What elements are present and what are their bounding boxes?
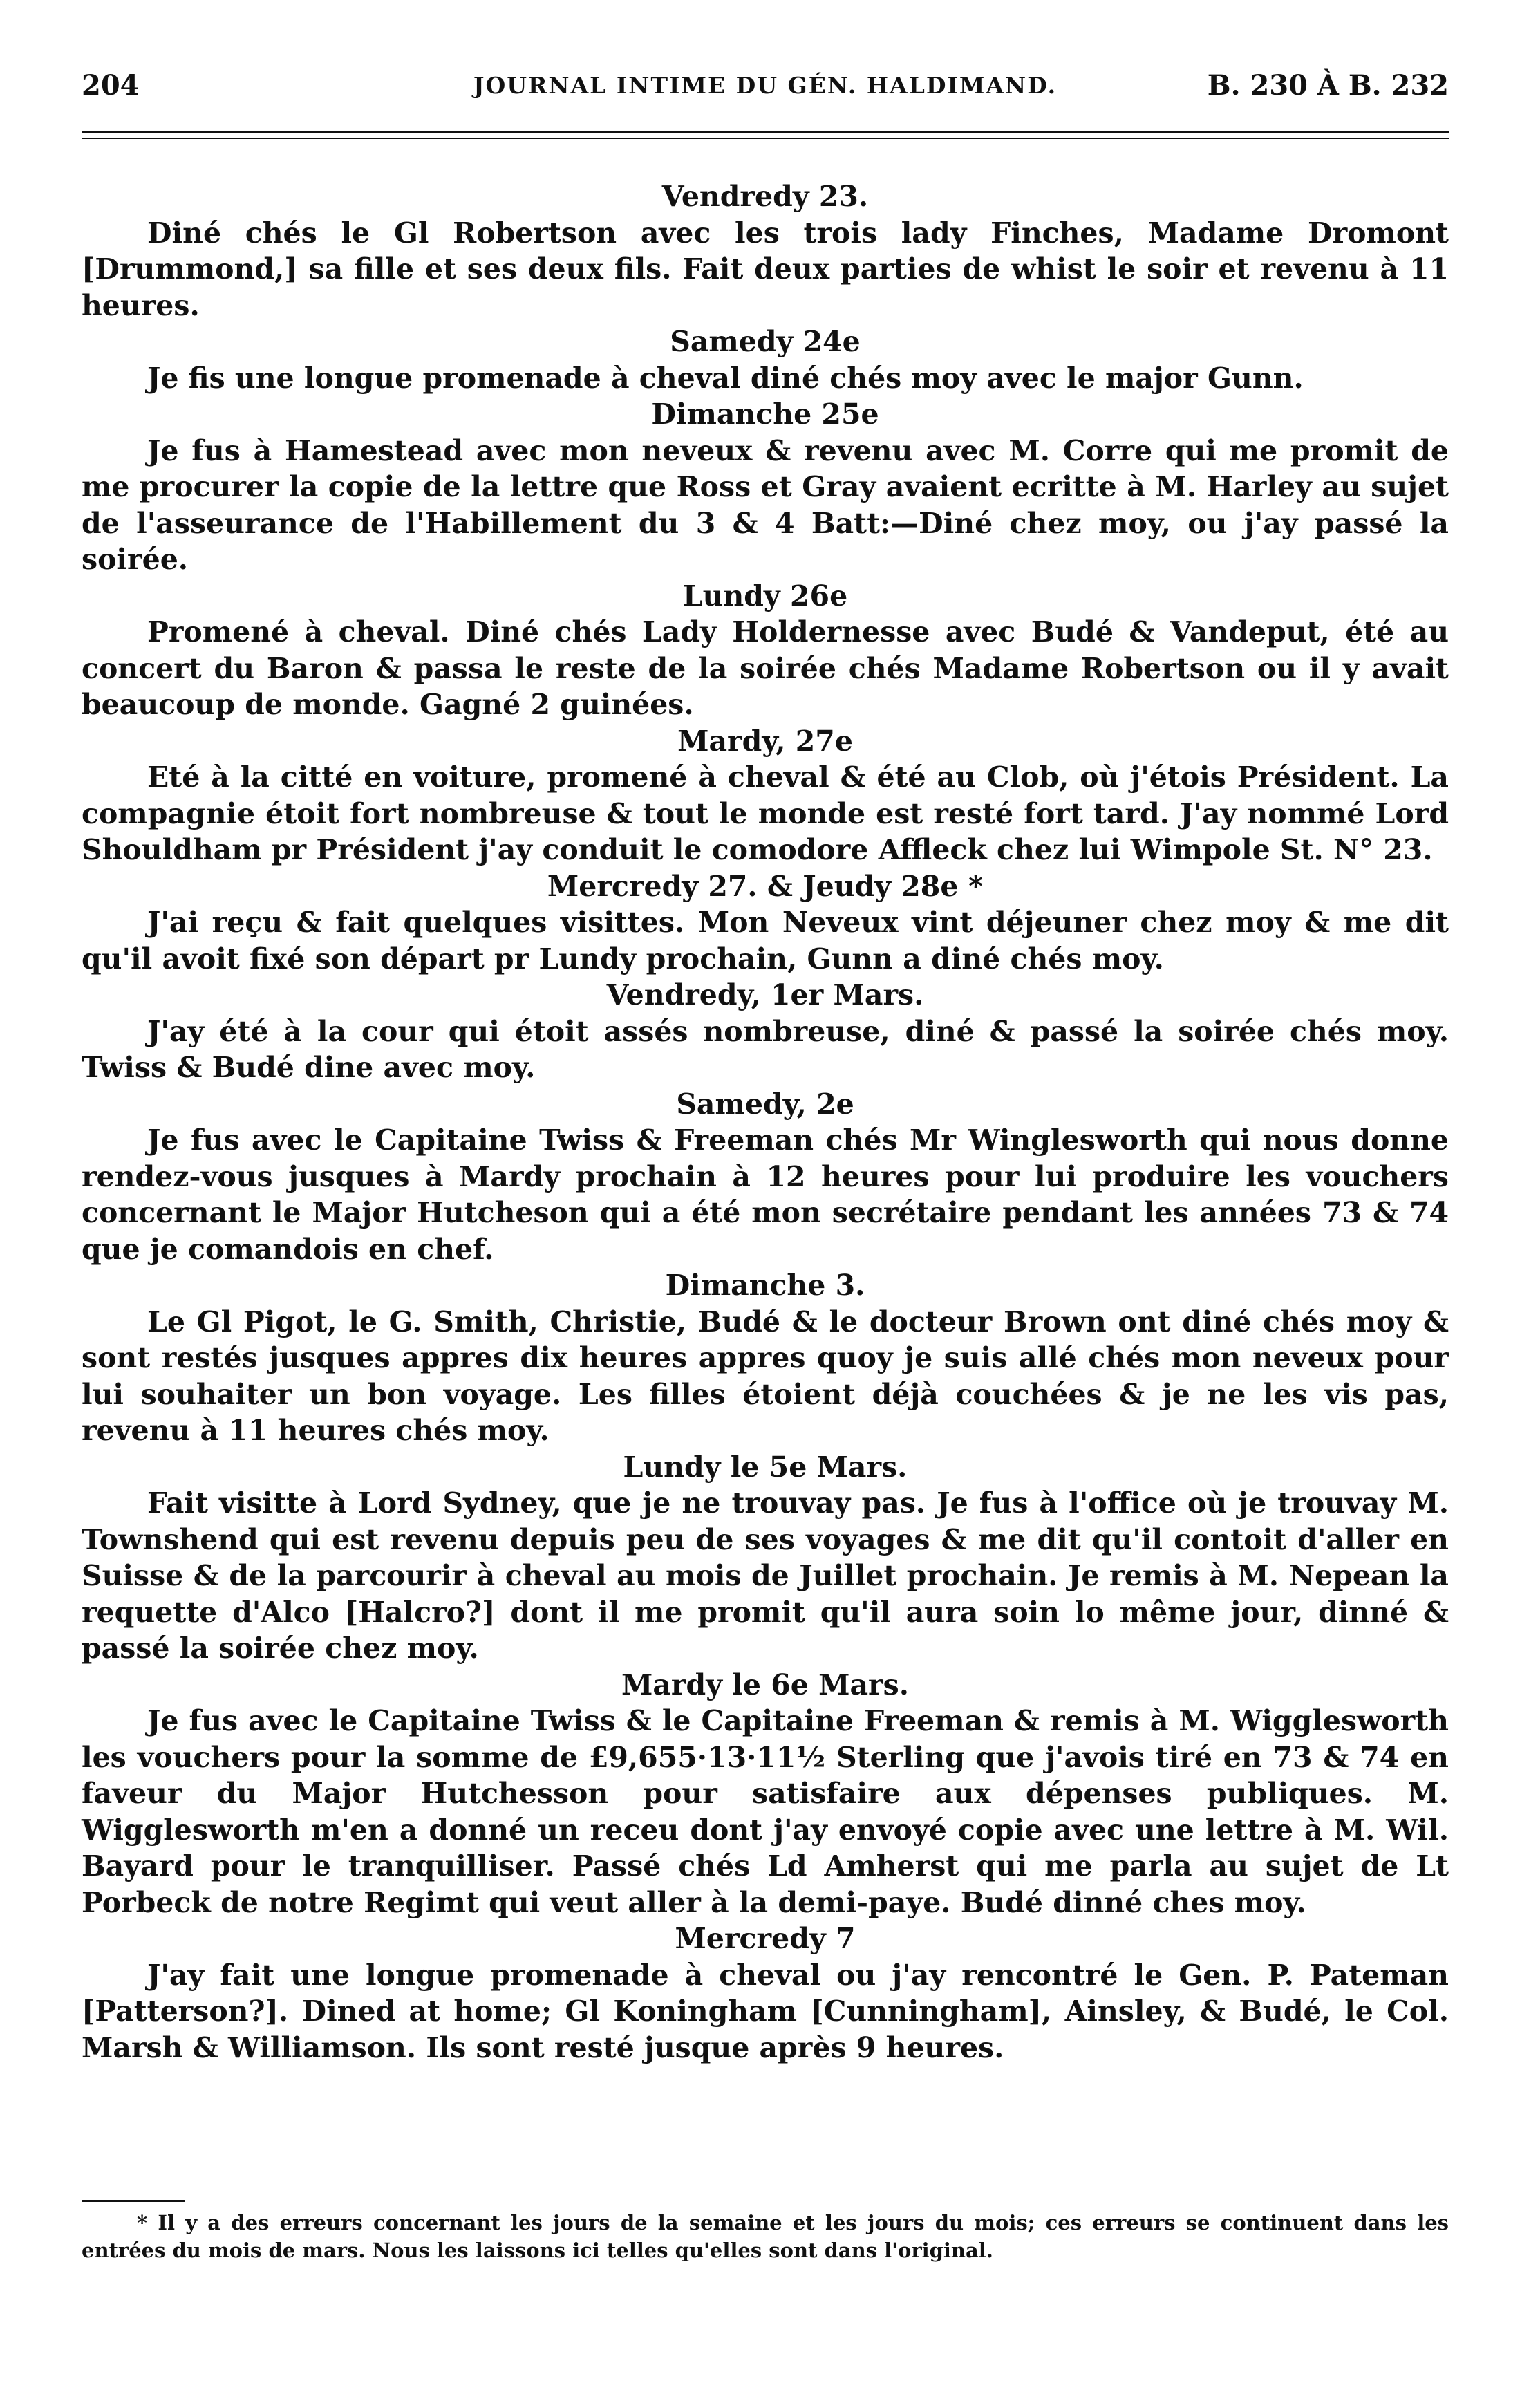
entry-text: Je fis une longue promenade à cheval diné chés moy avec le major Gunn. [147,361,1304,395]
journal-entry [82,324,1449,396]
entry-text: Promené à cheval. Diné chés Lady Holdernesse avec Budé & Vandeput, été au concert du Baron & passa le reste de la soirée chés Madame Robertson ou il y avait beaucoup de monde. Gagné 2 guinées. [82,615,1449,721]
journal-entry [82,396,1449,578]
folio-range: B. 230 À B. 232 [1207,69,1449,102]
entry-date: Lundy 26e [682,579,848,613]
entry-text: Je fus avec le Capitaine Twiss & Freeman chés Mr Winglesworth qui nous donne rendez-vous jusques à Mardy prochain à 12 heures pour lui produire les vouchers concernant le Major Hutcheson qui a été mon secrétaire pendant les années 73 & 74 que je comandois en chef. [82,1123,1449,1266]
entry-date: Lundy le 5e Mars. [623,1450,908,1484]
entry-text: Fait visitte à Lord Sydney, que je ne trouvay pas. Je fus à l'office où je trouvay M. Townshend qui est revenu depuis peu de ses voyages & me dit qu'il contoit d'aller en Suisse & de la parcourir à cheval au mois de Juillet prochain. Je remis à M. Nepean la requette d'Alco [Halcro?] dont il me promit qu'il aura soin lo même jour, dinné & passé la soirée chez moy. [82,1486,1449,1665]
header-rule-thin [82,138,1449,139]
entry-text: J'ay fait une longue promenade à cheval ou j'ay rencontré le Gen. P. Pateman [Patterson?]. Dined at home; Gl Koningham [Cunningham], Ainsley, & Budé, le Col. Marsh & Williamson. Ils sont resté jusque après 9 heures. [82,1958,1449,2064]
journal-entry [82,1921,1449,2066]
entry-date: Mercredy 27. & Jeudy 28e * [547,869,984,903]
running-header [82,69,1449,111]
journal-entry [82,1267,1449,1449]
entry-date: Samedy 24e [670,325,861,358]
entry-date: Mardy le 6e Mars. [621,1668,910,1701]
entry-date: Samedy, 2e [676,1087,854,1121]
entry-date: Mardy, 27e [677,724,853,758]
entry-text: Diné chés le Gl Robertson avec les trois lady Finches, Madame Dromont [Drummond,] sa fille et ses deux fils. Fait deux parties de whist le soir et revenu à 11 heures. [82,216,1449,322]
journal-entry [82,1086,1449,1268]
entry-text: Eté à la citté en voiture, promené à cheval & été au Clob, où j'étois Président. La compagnie étoit fort nombreuse & tout le monde est resté fort tard. J'ay nommé Lord Shouldham pr Président j'ay conduit le comodore Affleck chez lui Wimpole St. N° 23. [82,760,1449,866]
footnote: * Il y a des erreurs concernant les jours de la semaine et les jours du mois; ces erreurs se continuent dans les entrées du mois de mars. Nous les laissons ici telles qu'elles sont dans l'original. [82,2211,1449,2262]
entry-text: J'ay été à la cour qui étoit assés nombreuse, diné & passé la soirée chés moy. Twiss & Budé dine avec moy. [82,1014,1449,1084]
journal-entry [82,977,1449,1086]
entry-text: J'ai reçu & fait quelques visittes. Mon Neveux vint déjeuner chez moy & me dit qu'il avoit fixé son départ pr Lundy prochain, Gunn a diné chés moy. [82,906,1449,975]
running-title: JOURNAL INTIME DU GÉN. HALDIMAND. [473,72,1058,99]
journal-entry [82,1449,1449,1667]
entry-text: Je fus à Hamestead avec mon neveux & revenu avec M. Corre qui me promit de me procurer la copie de la lettre que Ross et Gray avaient ecritte à M. Harley au sujet de l'asseurance de l'Habillement du 3 & 4 Batt:—Diné chez moy, ou j'ay passé la soirée. [82,433,1449,576]
entry-text: Le Gl Pigot, le G. Smith, Christie, Budé & le docteur Brown ont diné chés moy & sont restés jusques appres dix heures appres quoy je suis allé chés mon neveux pour lui souhaiter un bon voyage. Les filles étoient déjà couchées & je ne les vis pas, revenu à 11 heures chés moy. [82,1305,1449,1447]
entry-date: Dimanche 25e [651,398,879,431]
journal-entry [82,1667,1449,1921]
journal-entry [82,178,1449,324]
entry-date: Dimanche 3. [665,1269,865,1302]
journal-body [82,178,1449,2066]
journal-entry [82,578,1449,723]
page-number: 204 [82,69,140,102]
footnote-rule [82,2200,185,2202]
entry-date: Mercredy 7 [675,1922,856,1955]
header-rule [82,131,1449,133]
journal-entry [82,868,1449,978]
entry-date: Vendredy, 1er Mars. [606,978,924,1011]
entry-text: Je fus avec le Capitaine Twiss & le Capitaine Freeman & remis à M. Wigglesworth les vouchers pour la somme de £9,655·13·11½ Sterling que j'avois tiré en 73 & 74 en faveur du Major Hutchesson pour satisfaire aux dépenses publiques. M. Wigglesworth m'en a donné un receu dont j'ay envoyé copie avec une lettre à M. Wil. Bayard pour le tranquilliser. Passé chés Ld Amherst qui me parla au sujet de Lt Porbeck de notre Regimt qui veut aller à la demi-paye. Budé dinné ches moy. [82,1704,1449,1919]
journal-entry [82,723,1449,868]
entry-date: Vendredy 23. [661,180,869,213]
